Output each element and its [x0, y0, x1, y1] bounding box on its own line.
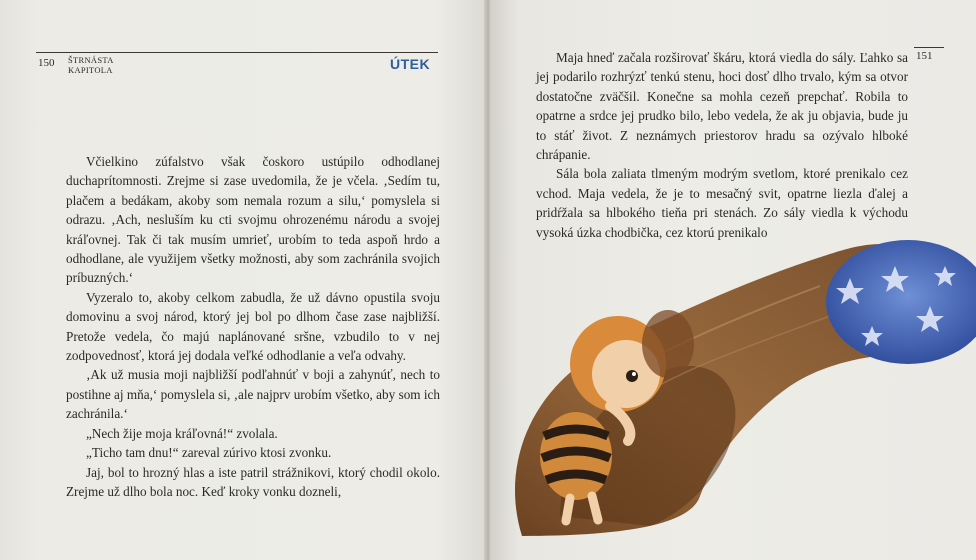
paragraph: „Nech žije moja kráľovná!“ zvolala. — [86, 425, 278, 441]
paragraph: Včielkino zúfalstvo však čoskoro ustúpilo odhodlanej duchaprítomnosti. Zrejme si zase uvedomila, že je včela. ‚Sedím tu, plačem a bedákam, akoby som nemala rozum a silu,‘ pomyslela si odrazu. ‚Ach, nesluším ku cti svojmu ohrozenému národu a svojej kráľovnej. Tak či tak musím umrieť, urobím to teda aspoň hrdo a odhodlane, ale využijem všetky možnosti, aby som zachránila svojich príbuzných.‘ — [66, 154, 440, 286]
bee-wing — [642, 310, 694, 378]
paragraph: Maja hneď začala rozširovať škáru, ktorá viedla do sály. Ľahko sa jej podarilo rozhrýzť tenkú stenu, hoci dosť dlho trvalo, kým sa otvor dostatočne zväčšil. Konečne sa mohla cezeň prepchať. Robila to opatrne a srdce jej prudko bilo, lebo vedela, že ak ju objavia, bude ju to stáť život. Z neznámych priestorov hradu sa ozývalo hlboké chrápanie. — [536, 50, 908, 163]
paragraph: Sála bola zaliata tlmeným modrým svetlom, ktoré prenikalo cez vchod. Maja vedela, že je to mesačný svit, opatrne liezla ďalej a pridŕžala sa hlbokého tieňa pri stenách. Zo sály viedla k východu vysoká úzka chodbička, cez ktorú prenikalo — [536, 166, 908, 240]
chapter-label-line2: KAPITOLA — [68, 65, 113, 75]
paragraph: Vyzeralo to, akoby celkom zabudla, že už dávno opustila svoju domovinu a svoj národ, ktorý jej bol po dlhom čase zase najbližší. Pretože vedela, čo majú naplánované sršne, vzbudilo to v nej zodpovednosť, ktorá jej dodala veľké odhodlanie a veľa odvahy. — [66, 289, 440, 364]
chapter-label — [68, 55, 114, 75]
chapter-label-line1: ŠTRNÁSTA — [68, 55, 114, 65]
header-rule-right — [914, 47, 944, 48]
paragraph: ‚Ak už musia moji najbližší podľahnúť v boji a zahynúť, nech to postihne aj mňa,‘ pomyslela si, ‚ale najprv urobím všetko, aby som ich zachránila.‘ — [66, 367, 440, 422]
right-body-text — [536, 48, 908, 242]
paragraph: Jaj, bol to hrozný hlas a iste patril strážnikovi, ktorý chodil okolo. Zrejme už dlho bola noc. Keď kroky vonku dozneli, — [66, 464, 440, 499]
chapter-title: ÚTEK — [390, 56, 431, 72]
left-body-text — [66, 152, 440, 501]
right-page — [490, 0, 976, 560]
paragraph: „Ticho tam dnu!“ zareval zúrivo ktosi zvonku. — [86, 445, 332, 461]
header-rule — [36, 52, 438, 53]
page-number-left: 150 — [38, 57, 55, 69]
left-page — [0, 0, 486, 560]
bee-eye — [626, 370, 638, 382]
page-number-right: 151 — [916, 50, 933, 62]
bee-in-tunnel-illustration — [500, 236, 976, 536]
